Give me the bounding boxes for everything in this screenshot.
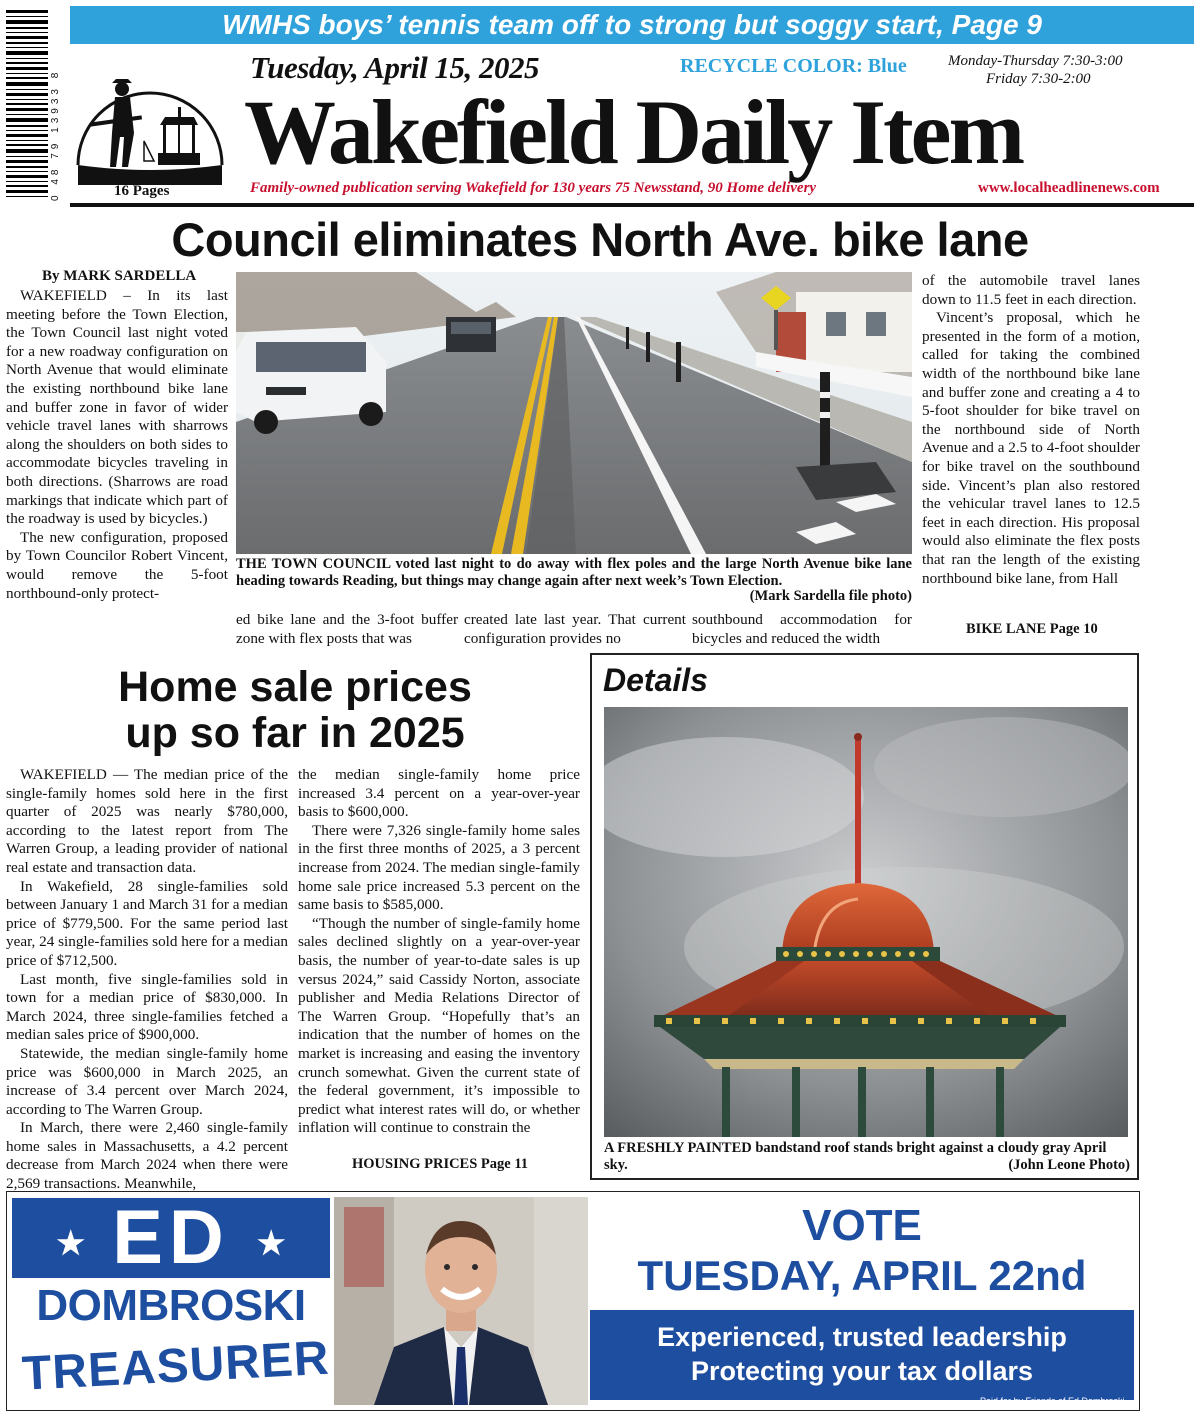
article-column: [298, 766, 580, 1138]
paragraph: Last month, five single-families sold in town for a median price of $830,000. In March 2024, three single-families fetched a median sales price of $900,000.: [6, 970, 288, 1044]
article-headline-home-prices[interactable]: [40, 664, 550, 756]
headline-line: Home sale prices: [118, 663, 472, 711]
article-column: [236, 611, 458, 648]
ad-first-name: [12, 1195, 330, 1280]
barcode-bars: [6, 6, 48, 201]
photo-credit: (John Leone Photo): [1008, 1157, 1130, 1173]
byline: By MARK SARDELLA: [42, 268, 197, 284]
paragraph: the median single-family home price increased 3.4 percent on a year-over-year basis to $600,000.: [298, 766, 580, 821]
headline-line: up so far in 2025: [125, 709, 465, 757]
newspaper-title: Wakefield Daily Item: [244, 81, 1023, 183]
issue-date: Tuesday, April 15, 2025: [250, 50, 540, 85]
barcode: [6, 6, 60, 201]
paragraph: of the automobile travel lanes down to 11.5 feet in each direction.: [922, 272, 1140, 308]
ad-office: TREASURER: [20, 1331, 331, 1401]
paragraph: There were 7,326 single-family home sales in the first three months of 2025, a 3 percent increase from 2024. The median single-family home sale price increased 5.3 percent on the same basis to $585,000.: [298, 821, 580, 914]
star-icon: ★: [56, 1224, 86, 1261]
ad-first-name-text: ED: [112, 1195, 230, 1280]
page-count: 16 Pages: [114, 183, 170, 199]
article-column: [692, 611, 912, 648]
ad-vote: VOTE: [802, 1201, 922, 1250]
recycle-color: RECYCLE COLOR: Blue: [680, 55, 907, 77]
photo-caption: A FRESHLY PAINTED bandstand roof stands bright against a cloudy gray April sky.: [604, 1140, 1107, 1173]
paragraph: “Though the number of single-family home sales declined slightly on a year-over-year basis, the number of year-to-date sales is up versus 2024,” said Cassidy Norton, associate publisher and Media Relations Director of The Warren Group. “Hopefully that’s an indication that the number of homes on the market is increasing and easing the inventory crunch somewhat. Given the current state of the federal government, it’s impossible to predict what interest rates will do, or whether inflation will continue to constrain the: [298, 914, 580, 1137]
ad-paid-for: Paid for by Friends of Ed Dombroski: [980, 1396, 1125, 1406]
paragraph: Statewide, the median single-family home price was $600,000 in March 2025, an increase of 3.4 percent over March 2024, according to The Warren Group.: [6, 1044, 288, 1118]
article-column: [6, 766, 288, 1194]
photo-credit: (Mark Sardella file photo): [749, 588, 912, 604]
article-column: [6, 287, 228, 603]
jump-line-bike-lane[interactable]: BIKE LANE Page 10: [966, 621, 1098, 637]
paragraph: WAKEFIELD – In its last meeting before the Town Election, the Town Council last night voted for a new roadway configuration on North Avenue that would eliminate the existing northbound bike lane and buffer zone in favor of wider vehicle travel lanes with sharrows along the shoulders on both sides to accommodate bicycles traveling in both directions. (Sharrows are road markings that indicate which part of the roadway is used by bicycles.): [6, 287, 228, 528]
article-column: [922, 272, 1140, 588]
paragraph: ed bike lane and the 3-foot buffer zone with flex posts that was: [236, 611, 458, 647]
paragraph: created late last year. That current configuration provides no: [464, 611, 686, 647]
ad-slogan-line2: Protecting your tax dollars: [690, 1356, 1034, 1386]
office-hours-weekday: Monday-Thursday 7:30-3:00: [948, 53, 1123, 69]
paragraph: In Wakefield, 28 single-families sold between January 1 and March 31 for a median price of $779,500. For the same period last year, 24 single-families sold here for a median price of $712,500.: [6, 877, 288, 969]
office-hours-friday: Friday 7:30-2:00: [986, 71, 1091, 87]
ad-last-name: DOMBROSKI: [36, 1281, 306, 1330]
ad-slogan-line1: Experienced, trusted leadership: [657, 1322, 1067, 1352]
details-title: Details: [603, 662, 708, 698]
article-column: [464, 611, 686, 648]
photo-caption: THE TOWN COUNCIL voted last night to do away with flex poles and the large North Avenue bike lane heading towards Reading, but things may change again after next week’s Town Election.: [236, 556, 912, 589]
paragraph: Vincent’s proposal, which he presented in the form of a motion, called for taking the combined width of the northbound bike lane and buffer zone and creating a 4 to 5-foot shoulder for bike travel on the northbound side of North Avenue and a 2.5 to 4-foot shoulder for bike travel on the southbound side. Vincent’s plan also restored the vehicular travel lanes to 12.5 feet in each direction. His proposal would also eliminate the flex posts that ran the length of the existing northbound bike lane, from Hall: [922, 309, 1140, 587]
barcode-digits: 0 48 79 13933 8: [50, 68, 61, 201]
ad-election-date: TUESDAY, APRIL 22nd: [637, 1252, 1087, 1299]
paragraph: The new configuration, proposed by Town Councilor Robert Vincent, would remove the 5-foot northbound-only protect-: [6, 528, 228, 602]
bandstand-photo[interactable]: [604, 707, 1128, 1137]
paragraph: In March, there were 2,460 single-family home sales in Massachusetts, a 4.2 percent decrease from March 2024 when there were 2,569 transactions. Meanwhile,: [6, 1119, 288, 1193]
bike-lane-photo[interactable]: [236, 272, 912, 554]
paragraph: WAKEFIELD — The median price of the single-family homes sold here in the first quarter of 2025 was nearly $780,000, according to the latest report from The Warren Group, a leading provider of national real estate and transaction data.: [6, 766, 288, 876]
candidate-photo: [334, 1197, 588, 1405]
article-headline-bike-lane[interactable]: Council eliminates North Ave. bike lane: [171, 213, 1029, 266]
jump-line-housing[interactable]: HOUSING PRICES Page 11: [352, 1156, 529, 1172]
website-link[interactable]: www.localheadlinenews.com: [978, 180, 1160, 196]
masthead-divider: [70, 203, 1194, 207]
paragraph: southbound accommodation for bicycles and reduced the width: [692, 611, 912, 647]
star-icon: ★: [256, 1224, 286, 1261]
tagline: Family-owned publication serving Wakefield for 130 years 75 Newsstand, 90 Home delivery: [250, 180, 817, 196]
top-banner[interactable]: WMHS boys’ tennis team off to strong but soggy start, Page 9: [70, 6, 1194, 44]
